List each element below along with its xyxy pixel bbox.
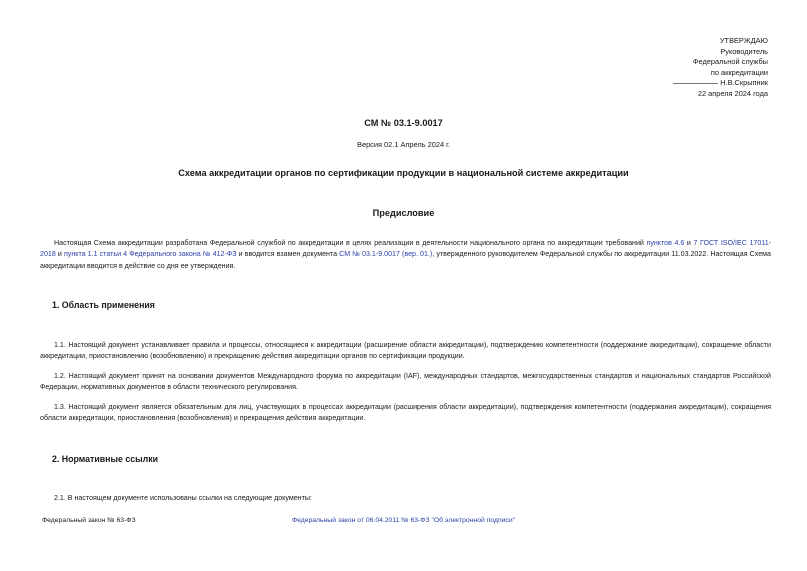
preface-heading: Предисловие [372,208,435,218]
footnote-label: Федеральный закон № 63-ФЗ [42,517,136,524]
approval-organization-cont: по аккредитации [710,67,768,77]
section-1-heading: 1. Область применения [52,300,155,310]
approval-heading: УТВЕРЖДАЮ [719,36,768,45]
link-federal-law-412[interactable]: пункта 1.1 статьи 4 Федерального закона № 412-ФЗ [63,250,237,259]
link-gost-iso-iec-17011[interactable]: 7 ГОСТ ISO/IEC 17011-2018 [40,239,772,259]
section-2-heading: 2. Нормативные ссылки [52,454,159,464]
clause-1-3: 1.3. Настоящий документ является обязательным для лиц, участвующих в процессах аккредитации (расширения области аккредитации), подтверждения компетентности (поддержания аккредитации), сокращения области аккредитации, приостановления (возобновления) и прекращения действия аккредитации. [40,403,771,423]
preface-text: и вводится взамен документа [236,250,340,259]
document-title: Схема аккредитации органов по сертификации продукции в национальной системе аккредитации [178,168,629,178]
link-previous-version[interactable]: СМ № 03.1-9.0017 (вер. 01.) [339,250,433,259]
preface-text: и [684,239,694,247]
document-number: СМ № 03.1-9.0017 [364,118,443,128]
link-gost-clause-4-6[interactable]: пунктов 4.6 [646,239,685,247]
clause-1-1: 1.1. Настоящий документ устанавливает правила и процессы, относящиеся к аккредитации (расширение области аккредитации), подтверждению компетентности (поддержание аккредитации), сокращение области аккредитации, приостановлению (возобновлению) и прекращению действия аккредитации органов по сертификации продукции. [40,341,771,361]
signature-line [673,83,718,84]
preface-text: и [55,250,64,259]
approval-date: 22 апреля 2024 года [697,88,768,98]
clause-2-1: 2.1. В настоящем документе использованы ссылки на следующие документы: [54,494,312,502]
footnote-text[interactable]: Федеральный закон от 06.04.2011 № 63-ФЗ "Об электронной подписи" [291,517,516,524]
approval-signer-row [673,78,768,89]
approval-block [673,36,768,100]
preface-paragraph [40,238,771,272]
preface-text: Настоящая Схема аккредитации разработана Федеральной службой по аккредитации в целях реализации в деятельности национального органа по аккредитации требований [54,239,647,247]
preface-text: , утвержденного руководителем Федеральной службы по аккредитации 11.03.2022. Настоящая Схема аккредитации вводится в действие со дня ее утверждения. [40,250,771,270]
approval-organization: Федеральной службы [692,57,768,67]
clause-1-2: 1.2. Настоящий документ принят на основании документов Международного форума по аккредитации (IAF), международных стандартов, межгосударственных стандартов и национальных стандартов Российской Федерации, нормативных документов в области технического регулирования. [40,372,771,392]
document-version: Версия 02.1 Апрель 2024 г. [357,140,450,149]
approval-signer: Н.В.Скрыпник [720,78,768,88]
approval-position: Руководитель [720,46,768,56]
